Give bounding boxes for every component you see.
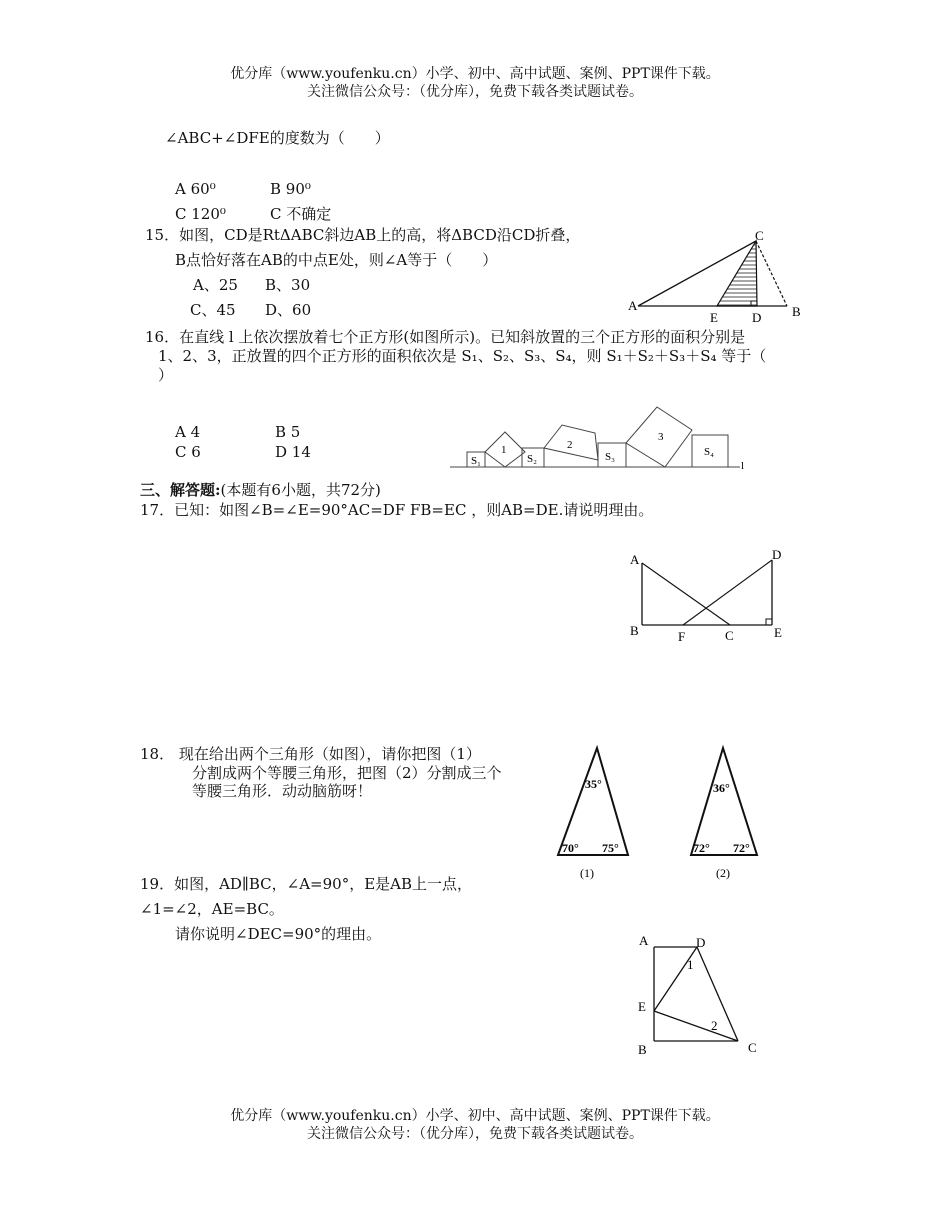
q19-label-b: B — [638, 1042, 647, 1057]
q17-label-e: E — [774, 625, 782, 640]
q16-label-s3: S₃ — [605, 451, 615, 463]
q16-label-s2: S₂ — [527, 453, 537, 465]
q15-option-d: D、60 — [265, 301, 312, 319]
q17-label-f: F — [678, 629, 686, 644]
q17-label-a: A — [630, 552, 640, 567]
q14-stem: ∠ABC+∠DFE的度数为（ ） — [165, 129, 390, 147]
q16-label-s1: S₁ — [471, 455, 481, 467]
q18-stem-line-1: 18． 现在给出两个三角形（如图），请你把图（1） — [140, 745, 481, 763]
q18-figure-1 — [550, 740, 640, 885]
q17-stem: 17．已知：如图∠B=∠E=90°AC=DF FB=EC ，则AB=DE.请说明理由。 — [140, 501, 654, 519]
q14-option-d: C 不确定 — [270, 205, 332, 223]
q15-label-b: B — [792, 304, 801, 319]
q16-label-area-1: 1 — [501, 444, 507, 456]
q16-stem-line-3: ） — [158, 366, 174, 384]
q18-fig1-right-angle: 75° — [602, 841, 619, 855]
q19-figure — [630, 930, 770, 1060]
q15-option-a: A、25 — [193, 276, 238, 294]
q16-option-c: C 6 — [175, 443, 201, 461]
header-line-2: 关注微信公众号：（优分库），免费下载各类试题试卷。 — [307, 84, 643, 100]
section-3-title: 三、解答题: — [140, 481, 221, 499]
q19-stem-line-2: ∠1=∠2，AE=BC。 — [140, 900, 284, 918]
q15-label-d: D — [752, 310, 762, 325]
q15-label-c: C — [755, 228, 764, 243]
q15-label-a: A — [628, 298, 638, 313]
q19-label-a: A — [639, 933, 649, 948]
q15-option-c: C、45 — [190, 301, 236, 319]
q18-fig1-top-angle: 35° — [585, 777, 602, 791]
q14-option-c: C 120⁰ — [175, 205, 226, 223]
q18-fig1-left-angle: 70° — [562, 841, 579, 855]
q16-stem-line-2: 1、2、3，正放置的四个正方形的面积依次是 S₁、S₂、S₃、S₄，则 S₁＋S₂＋S₃＋S₄ 等于（ — [158, 347, 767, 365]
q18-figure-2 — [683, 740, 773, 885]
footer-line-1: 优分库（www.youfenku.cn）小学、初中、高中试题、案例、PPT课件下载。 — [230, 1108, 720, 1124]
q14-option-b: B 90⁰ — [270, 180, 311, 198]
q17-label-b: B — [630, 623, 639, 638]
q18-stem-line-3: 等腰三角形．动动脑筋呀！ — [192, 782, 373, 800]
q16-figure — [450, 400, 760, 475]
header-line-1: 优分库（www.youfenku.cn）小学、初中、高中试题、案例、PPT课件下载。 — [230, 66, 720, 82]
q17-label-c: C — [725, 628, 734, 643]
q19-label-d: D — [696, 935, 706, 950]
q19-angle-1: 1 — [687, 957, 694, 972]
q15-stem-line-2: B点恰好落在AB的中点E处，则∠A等于（ ） — [175, 251, 498, 269]
q16-stem-line-1: 16．在直线 l 上依次摆放着七个正方形(如图所示)。已知斜放置的三个正方形的面积分别是 — [145, 328, 746, 346]
q18-fig2-caption: (2) — [716, 866, 730, 880]
q17-label-d: D — [772, 547, 782, 562]
q16-option-d: D 14 — [275, 443, 311, 461]
q18-fig2-top-angle: 36° — [713, 781, 730, 795]
q14-option-a: A 60⁰ — [175, 180, 216, 198]
q18-stem-line-2: 分割成两个等腰三角形，把图（2）分割成三个 — [192, 764, 502, 782]
q19-label-c: C — [748, 1040, 757, 1055]
q15-option-b: B、30 — [265, 276, 311, 294]
q19-label-e: E — [638, 999, 646, 1014]
q17-figure — [625, 545, 795, 650]
footer-line-2: 关注微信公众号：（优分库），免费下载各类试题试卷。 — [307, 1126, 643, 1142]
q19-stem-line-1: 19．如图，AD∥BC，∠A=90°，E是AB上一点， — [140, 875, 473, 893]
q16-option-a: A 4 — [175, 423, 201, 441]
section-3-note: (本题有6小题，共72分) — [220, 481, 381, 499]
q15-stem-line-1: 15．如图，CD是RtΔABC斜边AB上的高，将ΔBCD沿CD折叠， — [145, 226, 581, 244]
q19-angle-2: 2 — [711, 1018, 718, 1033]
q19-stem-line-3: 请你说明∠DEC=90°的理由。 — [175, 925, 382, 943]
q16-label-area-2: 2 — [567, 439, 573, 451]
q16-label-s4: S₄ — [704, 446, 714, 458]
q16-label-line-l: l — [741, 460, 745, 472]
q15-figure — [620, 228, 810, 328]
q18-fig2-left-angle: 72° — [693, 841, 710, 855]
q18-fig1-caption: (1) — [580, 866, 594, 880]
q16-label-area-3: 3 — [658, 431, 664, 443]
q18-fig2-right-angle: 72° — [733, 841, 750, 855]
q16-option-b: B 5 — [275, 423, 301, 441]
q15-label-e: E — [710, 310, 718, 325]
section-3-heading — [140, 481, 381, 500]
